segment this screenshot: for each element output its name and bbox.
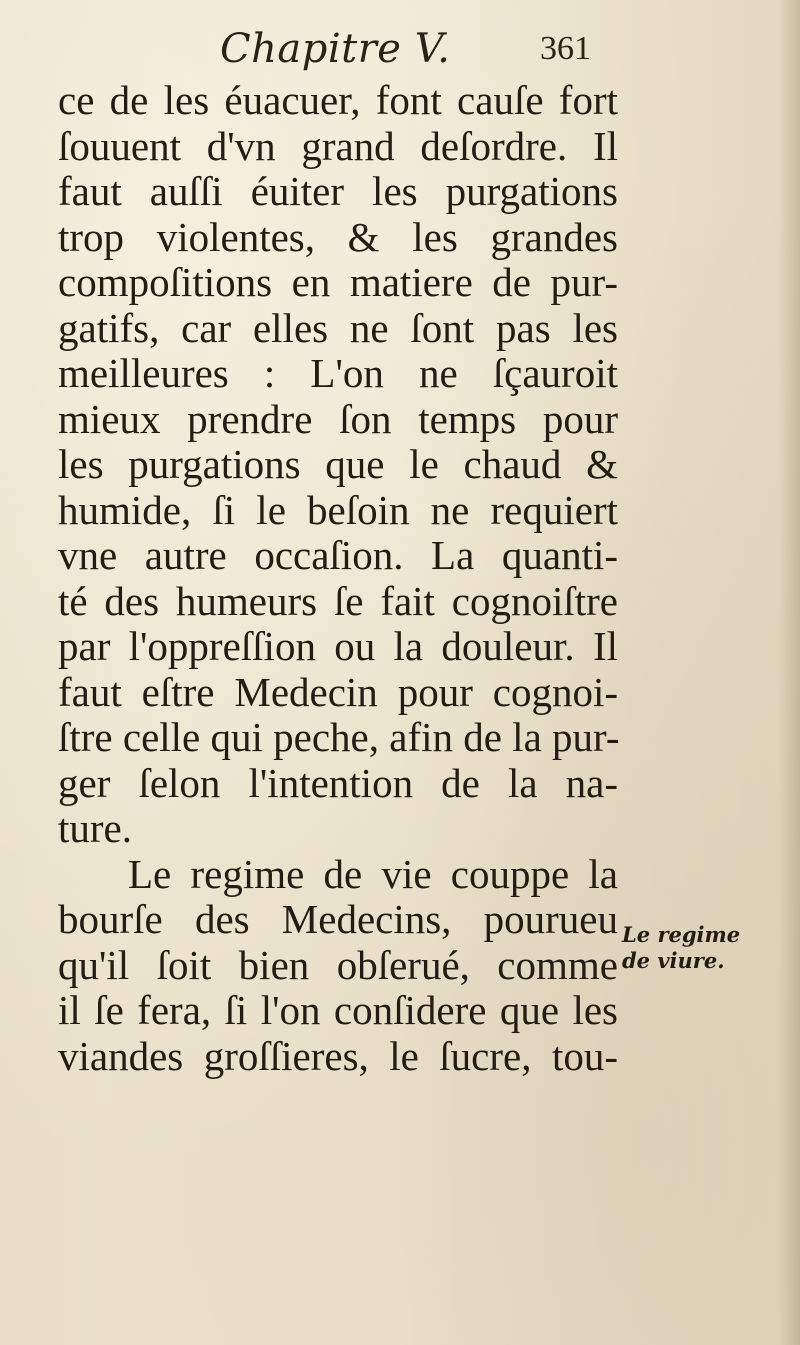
text-line: il ſe fera, ſi l'on conſidere que les bbox=[58, 987, 618, 1033]
text-line: par l'oppreſſion ou la douleur. Il bbox=[58, 623, 618, 669]
page-gutter-shadow bbox=[778, 0, 800, 1345]
text-line: meilleures : L'on ne ſçauroit bbox=[58, 350, 618, 396]
text-line: ſtre celle qui peche, afin de la pur- bbox=[58, 714, 620, 760]
text-line: faut eſtre Medecin pour cognoi- bbox=[58, 668, 618, 715]
text-line: trop violentes, & les grandes bbox=[58, 213, 618, 260]
text-line: qu'il ſoit bien obſerué, comme bbox=[58, 941, 618, 988]
text-line: bourſe des Medecins, pourueu bbox=[58, 896, 618, 942]
text-line: viandes groſſieres, le ſucre, tou- bbox=[58, 1032, 618, 1079]
running-head: Chapitre V. bbox=[220, 26, 451, 72]
text-line: mieux prendre ſon temps pour bbox=[58, 395, 618, 442]
body-text bbox=[58, 78, 618, 1079]
text-line: vne autre occaſion. La quanti- bbox=[58, 532, 618, 578]
text-line: humide, ſi le beſoin ne requiert bbox=[58, 486, 618, 533]
text-line: compoſitions en matiere de pur- bbox=[58, 259, 618, 305]
text-line: gatifs, car elles ne ſont pas les bbox=[58, 304, 618, 351]
text-line: faut auſſi éuiter les purgations bbox=[58, 168, 618, 214]
text-line: ture. bbox=[58, 805, 132, 851]
marginal-note-line: de viure. bbox=[622, 948, 725, 973]
text-line: ger ſelon l'intention de la na- bbox=[58, 759, 618, 806]
text-line: Le regime de vie couppe la bbox=[128, 850, 618, 897]
marginal-note bbox=[622, 922, 782, 974]
text-line: ſouuent d'vn grand deſordre. Il bbox=[58, 122, 618, 169]
page-number: 361 bbox=[540, 30, 591, 67]
text-line: ce de les éuacuer, font cauſe fort bbox=[58, 77, 618, 123]
text-line: té des humeurs ſe fait cognoiſtre bbox=[58, 577, 618, 624]
marginal-note-line: Le regime bbox=[622, 922, 741, 947]
text-line: les purgations que le chaud & bbox=[58, 441, 618, 487]
